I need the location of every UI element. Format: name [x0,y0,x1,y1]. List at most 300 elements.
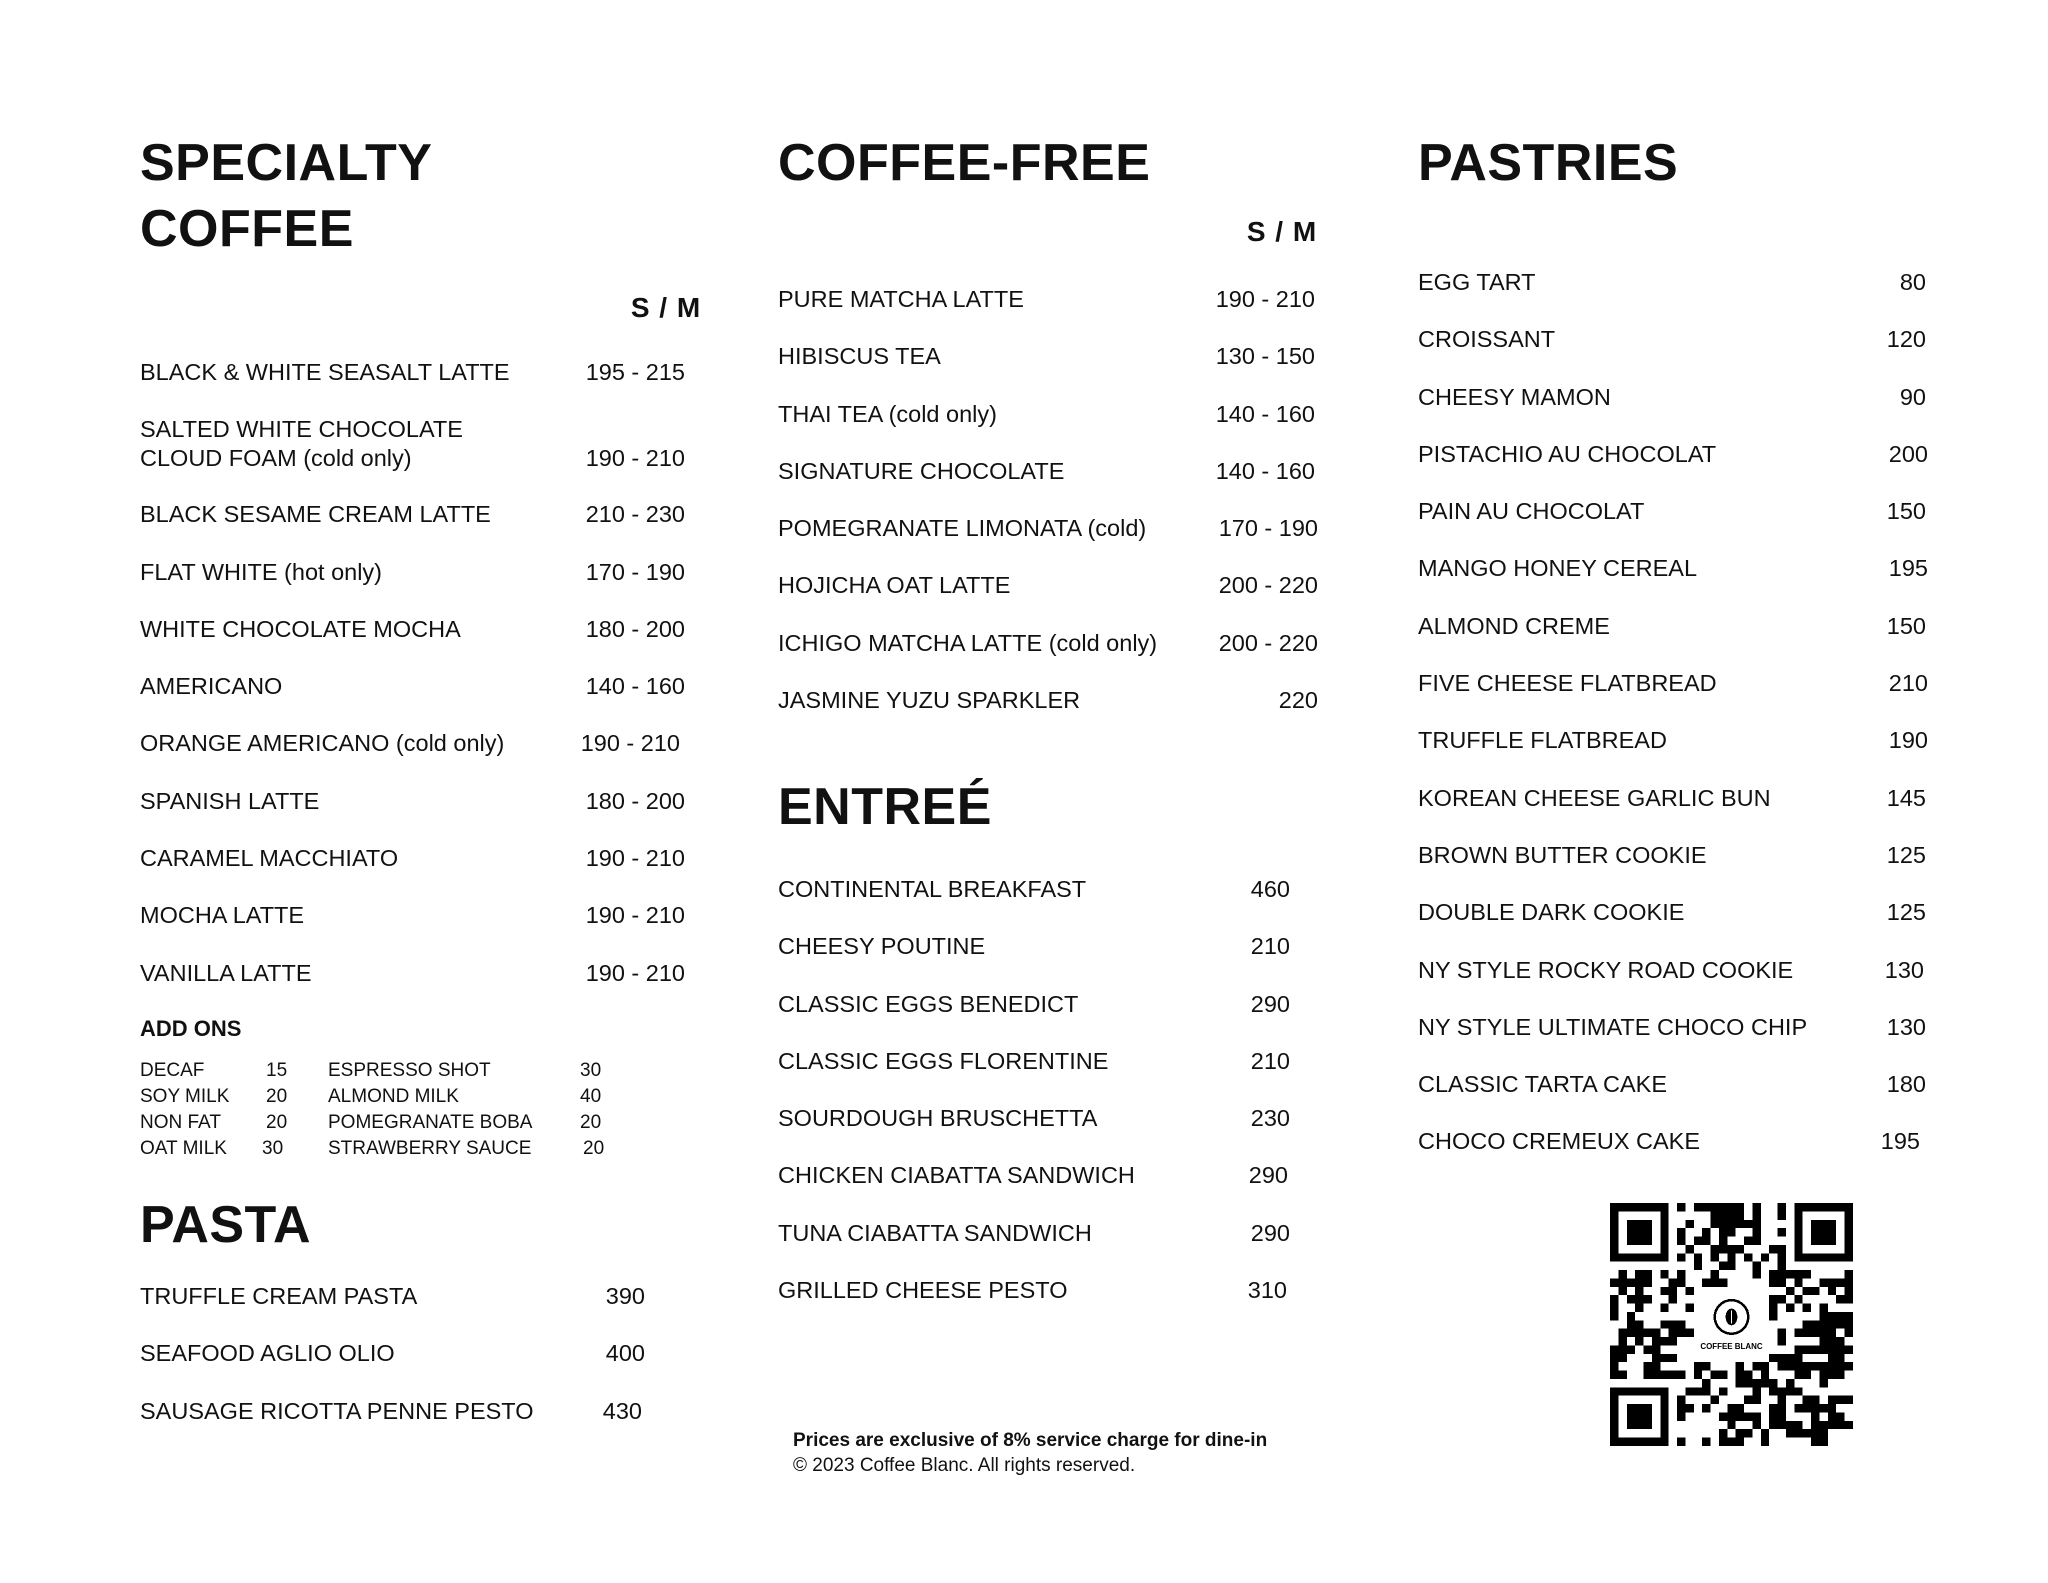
qr-module [1677,1253,1685,1261]
qr-module [1794,1404,1802,1412]
qr-module [1736,1379,1744,1387]
item-name: HIBISCUS TEA [778,343,941,370]
qr-module [1711,1270,1719,1278]
qr-module [1694,1362,1702,1370]
qr-module [1819,1371,1827,1379]
qr-module [1644,1270,1652,1278]
qr-module [1752,1396,1760,1404]
qr-module [1836,1421,1844,1429]
item-price: 180 [1886,1071,1926,1098]
item-price: 190 - 210 [585,445,685,472]
item-price: 430 [602,1397,642,1424]
qr-module [1786,1287,1794,1295]
item-name: CHOCO CREMEUX CAKE [1418,1128,1701,1155]
qr-module [1677,1438,1685,1446]
qr-module [1644,1362,1652,1370]
qr-module [1769,1387,1777,1395]
menu-item [778,1104,1290,1161]
menu-item [778,1161,1290,1218]
qr-module [1610,1295,1618,1303]
item-name: SEAFOOD AGLIO OLIO [140,1340,395,1367]
qr-module [1778,1262,1786,1270]
qr-module [1702,1278,1710,1286]
qr-module [1752,1228,1760,1236]
item-name: MANGO HONEY CEREAL [1418,555,1698,582]
qr-module [1794,1295,1802,1303]
qr-module [1627,1312,1635,1320]
qr-module [1794,1278,1802,1286]
item-price: 200 [1888,440,1928,467]
menu-item [140,787,685,844]
qr-code-graphic [1610,1203,1853,1446]
qr-module [1819,1362,1827,1370]
qr-module [1719,1211,1727,1219]
qr-module [1644,1295,1652,1303]
specialty-coffee-list [140,358,685,1016]
item-name: CONTINENTAL BREAKFAST [778,876,1087,902]
item-name: CHEESY POUTINE [778,933,986,960]
item-name-line1: SALTED WHITE CHOCOLATE [140,416,463,443]
qr-module [1744,1371,1752,1379]
qr-module [1828,1396,1836,1404]
qr-module [1652,1345,1660,1353]
menu-item [1418,726,1930,783]
qr-module [1794,1362,1802,1370]
qr-module [1752,1270,1760,1278]
addon-name: ESPRESSO SHOT [328,1060,491,1081]
qr-module [1794,1329,1802,1337]
qr-module [1711,1253,1719,1261]
addon-price: 20 [583,1138,605,1159]
item-price: 290 [1250,1219,1290,1246]
qr-module [1610,1354,1618,1362]
qr-module [1711,1220,1719,1228]
qr-module [1819,1304,1827,1312]
item-name: PURE MATCHA LATTE [778,286,1024,312]
qr-module [1803,1396,1811,1404]
qr-module [1744,1412,1752,1420]
qr-module [1794,1421,1802,1429]
qr-module [1811,1429,1819,1437]
menu-item [1418,1070,1930,1127]
qr-module [1786,1270,1794,1278]
qr-module [1803,1287,1811,1295]
qr-module [1736,1412,1744,1420]
qr-module [1694,1237,1702,1245]
qr-module [1811,1421,1819,1429]
qr-module [1719,1245,1727,1253]
item-name: CROISSANT [1418,326,1556,353]
qr-module [1828,1312,1836,1320]
menu-item [778,514,1318,571]
item-price: 200 - 220 [1218,572,1318,599]
menu-item [1418,325,1930,382]
qr-module [1794,1270,1802,1278]
qr-module [1618,1270,1626,1278]
menu-item [140,415,685,500]
qr-module [1836,1354,1844,1362]
qr-module [1736,1429,1744,1437]
qr-module [1811,1404,1819,1412]
item-price: 130 [1886,1013,1926,1040]
qr-module [1778,1211,1786,1219]
item-price: 130 [1884,956,1924,983]
qr-module [1669,1295,1677,1303]
item-name: CARAMEL MACCHIATO [140,845,399,872]
qr-module [1845,1270,1853,1278]
item-price: 125 [1886,841,1926,868]
qr-module [1845,1396,1853,1404]
qr-module [1769,1304,1777,1312]
qr-module [1711,1396,1719,1404]
item-name: HOJICHA OAT LATTE [778,572,1011,599]
menu-item [1418,784,1930,841]
qr-module [1828,1337,1836,1345]
addon-price: 20 [580,1112,602,1133]
menu-item [140,358,685,415]
qr-module [1836,1396,1844,1404]
qr-module [1736,1438,1744,1446]
item-name: WHITE CHOCOLATE MOCHA [140,615,461,642]
qr-module [1727,1412,1735,1420]
qr-module [1610,1312,1618,1320]
qr-module [1845,1295,1853,1303]
item-name: KOREAN CHEESE GARLIC BUN [1418,784,1771,811]
qr-module [1828,1329,1836,1337]
qr-module [1819,1345,1827,1353]
menu-item [1418,554,1930,611]
item-price: 145 [1886,784,1926,811]
qr-module [1727,1421,1735,1429]
menu-item [1418,1127,1930,1184]
pastries-list [1418,268,1930,1185]
copyright: © 2023 Coffee Blanc. All rights reserved. [793,1455,1136,1476]
addon-name: POMEGRANATE BOBA [328,1112,533,1133]
item-price: 80 [1899,269,1926,295]
qr-code-icon[interactable] [1610,1203,1853,1446]
menu-item [140,500,685,557]
qr-module [1761,1379,1769,1387]
qr-module [1794,1354,1802,1362]
item-price: 290 [1250,990,1290,1017]
qr-module [1719,1237,1727,1245]
qr-module [1811,1320,1819,1328]
qr-module [1669,1371,1677,1379]
menu-item [778,571,1318,628]
item-name: PISTACHIO AU CHOCOLAT [1418,440,1717,467]
qr-module [1845,1320,1853,1328]
qr-module [1761,1362,1769,1370]
menu-item [1418,1013,1930,1070]
qr-module [1836,1371,1844,1379]
qr-module [1803,1362,1811,1370]
item-name: JASMINE YUZU SPARKLER [778,687,1081,714]
qr-module [1828,1354,1836,1362]
item-name: ALMOND CREME [1418,612,1610,639]
qr-module [1711,1203,1719,1211]
qr-module [1669,1354,1677,1362]
qr-module [1727,1253,1735,1261]
qr-module [1845,1287,1853,1295]
menu-item [1418,956,1930,1013]
menu-item [140,901,685,958]
item-price: 390 [605,1283,645,1309]
item-name: VANILLA LATTE [140,959,312,986]
qr-module [1845,1345,1853,1353]
qr-module [1786,1421,1794,1429]
qr-module [1702,1228,1710,1236]
entree-list [778,875,1290,1333]
qr-module [1769,1295,1777,1303]
qr-module [1778,1278,1786,1286]
qr-module [1803,1270,1811,1278]
qr-module [1744,1379,1752,1387]
addon-name: STRAWBERRY SAUCE [328,1138,532,1159]
add-ons-title: ADD ONS [140,1016,242,1041]
addon-name: OAT MILK [140,1138,227,1159]
qr-module [1769,1421,1777,1429]
qr-module [1736,1203,1744,1211]
item-name: PAIN AU CHOCOLAT [1418,498,1645,525]
qr-module [1677,1396,1685,1404]
item-name: NY STYLE ROCKY ROAD COOKIE [1418,956,1794,983]
qr-module [1845,1312,1853,1320]
item-name: TUNA CIABATTA SANDWICH [778,1219,1092,1246]
menu-item [778,629,1318,686]
qr-module [1769,1404,1777,1412]
qr-module [1660,1270,1668,1278]
qr-module [1711,1278,1719,1286]
qr-module [1635,1320,1643,1328]
item-price: 180 - 200 [585,615,685,642]
qr-module [1627,1278,1635,1286]
menu-item [778,342,1318,399]
item-name: AMERICANO [140,673,283,700]
qr-module [1719,1262,1727,1270]
qr-module [1778,1362,1786,1370]
qr-module [1778,1396,1786,1404]
qr-module [1660,1371,1668,1379]
qr-module [1836,1295,1844,1303]
qr-module [1702,1362,1710,1370]
qr-module [1811,1345,1819,1353]
coffee-free-title: COFFEE-FREE [778,134,1151,192]
qr-module [1819,1278,1827,1286]
item-name: ICHIGO MATCHA LATTE (cold only) [778,629,1158,656]
item-price: 90 [1899,383,1926,410]
qr-module [1778,1295,1786,1303]
qr-module [1669,1320,1677,1328]
qr-module [1828,1287,1836,1295]
qr-module [1778,1203,1786,1211]
qr-module [1828,1320,1836,1328]
qr-module [1677,1228,1685,1236]
addon-price: 20 [266,1086,288,1107]
qr-module [1769,1245,1777,1253]
qr-module [1685,1329,1693,1337]
menu-item [1418,669,1930,726]
qr-module [1828,1404,1836,1412]
qr-module [1727,1211,1735,1219]
menu-item [1418,612,1930,669]
menu-item [778,932,1290,989]
menu-item [140,558,685,615]
qr-module [1652,1329,1660,1337]
qr-module [1711,1371,1719,1379]
qr-module [1711,1245,1719,1253]
qr-module [1660,1354,1668,1362]
qr-module [1702,1203,1710,1211]
qr-module [1803,1329,1811,1337]
qr-module [1778,1245,1786,1253]
qr-module [1761,1253,1769,1261]
qr-module [1635,1270,1643,1278]
item-name: FLAT WHITE (hot only) [140,558,383,585]
qr-module [1845,1278,1853,1286]
qr-module [1685,1404,1693,1412]
menu-item [778,400,1318,457]
qr-module [1635,1287,1643,1295]
qr-module [1819,1421,1827,1429]
menu-item [1418,383,1930,440]
qr-module [1669,1278,1677,1286]
qr-module [1836,1278,1844,1286]
qr-module [1803,1404,1811,1412]
qr-module [1652,1337,1660,1345]
qr-module [1635,1295,1643,1303]
qr-module [1736,1362,1744,1370]
menu-item [778,1276,1290,1333]
qr-module [1727,1245,1735,1253]
item-name: BROWN BUTTER COOKIE [1418,841,1707,868]
qr-module [1727,1262,1735,1270]
item-name: DOUBLE DARK COOKIE [1418,899,1685,926]
qr-module [1635,1278,1643,1286]
qr-module [1719,1203,1727,1211]
qr-module [1744,1253,1752,1261]
qr-module [1752,1362,1760,1370]
qr-module [1660,1337,1668,1345]
qr-module [1719,1278,1727,1286]
qr-module [1794,1345,1802,1353]
qr-module [1727,1228,1735,1236]
qr-module [1727,1203,1735,1211]
qr-module [1845,1362,1853,1370]
qr-module [1752,1237,1760,1245]
qr-module [1794,1429,1802,1437]
item-name: CLASSIC TARTA CAKE [1418,1071,1668,1098]
item-name: NY STYLE ULTIMATE CHOCO CHIP [1418,1013,1808,1040]
qr-module [1677,1237,1685,1245]
qr-module [1719,1412,1727,1420]
qr-module [1811,1396,1819,1404]
item-price: 140 - 160 [1215,457,1315,484]
qr-module [1744,1220,1752,1228]
qr-module [1752,1203,1760,1211]
qr-module [1627,1345,1635,1353]
menu-item [1418,497,1930,554]
qr-module [1752,1412,1760,1420]
item-price: 200 - 220 [1218,629,1318,656]
pasta-list [140,1282,645,1454]
menu-item [778,457,1318,514]
qr-module [1744,1237,1752,1245]
qr-module [1685,1304,1693,1312]
qr-module [1769,1278,1777,1286]
qr-module [1677,1329,1685,1337]
qr-module [1819,1429,1827,1437]
menu-item [778,875,1290,932]
qr-module [1811,1412,1819,1420]
qr-module [1811,1362,1819,1370]
item-price: 210 [1888,670,1928,697]
qr-module [1761,1438,1769,1446]
qr-module [1811,1329,1819,1337]
item-price: 230 [1250,1105,1290,1132]
qr-module [1610,1304,1618,1312]
qr-module [1786,1379,1794,1387]
item-price: 150 [1886,498,1926,525]
menu-item [778,285,1318,342]
item-name: BLACK & WHITE SEASALT LATTE [140,359,510,385]
item-name-line2: CLOUD FOAM (cold only) [140,445,412,472]
qr-module [1752,1421,1760,1429]
menu-item [140,729,685,786]
addon-price: 40 [580,1086,602,1107]
item-name: SPANISH LATTE [140,787,320,814]
menu-item [140,959,685,1016]
item-price: 170 - 190 [1218,515,1318,542]
menu-item [140,1397,645,1454]
addon-name: SOY MILK [140,1086,230,1107]
qr-module [1794,1387,1802,1395]
qr-module [1744,1429,1752,1437]
qr-module [1644,1371,1652,1379]
qr-module [1761,1429,1769,1437]
menu-item [1418,841,1930,898]
qr-module [1828,1278,1836,1286]
qr-module [1727,1404,1735,1412]
qr-module [1778,1404,1786,1412]
item-name: MOCHA LATTE [140,902,305,929]
menu-item [1418,440,1930,497]
item-price: 460 [1250,876,1290,902]
qr-module [1736,1220,1744,1228]
addon-price: 20 [266,1112,288,1133]
qr-module [1828,1412,1836,1420]
qr-module [1803,1429,1811,1437]
menu-item [140,672,685,729]
item-name: EGG TART [1418,269,1536,295]
qr-module [1819,1379,1827,1387]
qr-module [1610,1278,1618,1286]
qr-module [1694,1387,1702,1395]
item-name: CHICKEN CIABATTA SANDWICH [778,1162,1135,1189]
qr-module [1836,1412,1844,1420]
item-price: 180 - 200 [585,787,685,814]
qr-module [1778,1228,1786,1236]
qr-module [1836,1345,1844,1353]
item-price: 210 - 230 [585,501,685,528]
item-price: 190 - 210 [580,730,680,757]
qr-logo-text [1700,1342,1763,1351]
item-price: 190 - 210 [1215,286,1315,312]
qr-module [1644,1329,1652,1337]
qr-module [1702,1387,1710,1395]
qr-module [1736,1371,1744,1379]
qr-module [1652,1354,1660,1362]
qr-module [1685,1245,1693,1253]
